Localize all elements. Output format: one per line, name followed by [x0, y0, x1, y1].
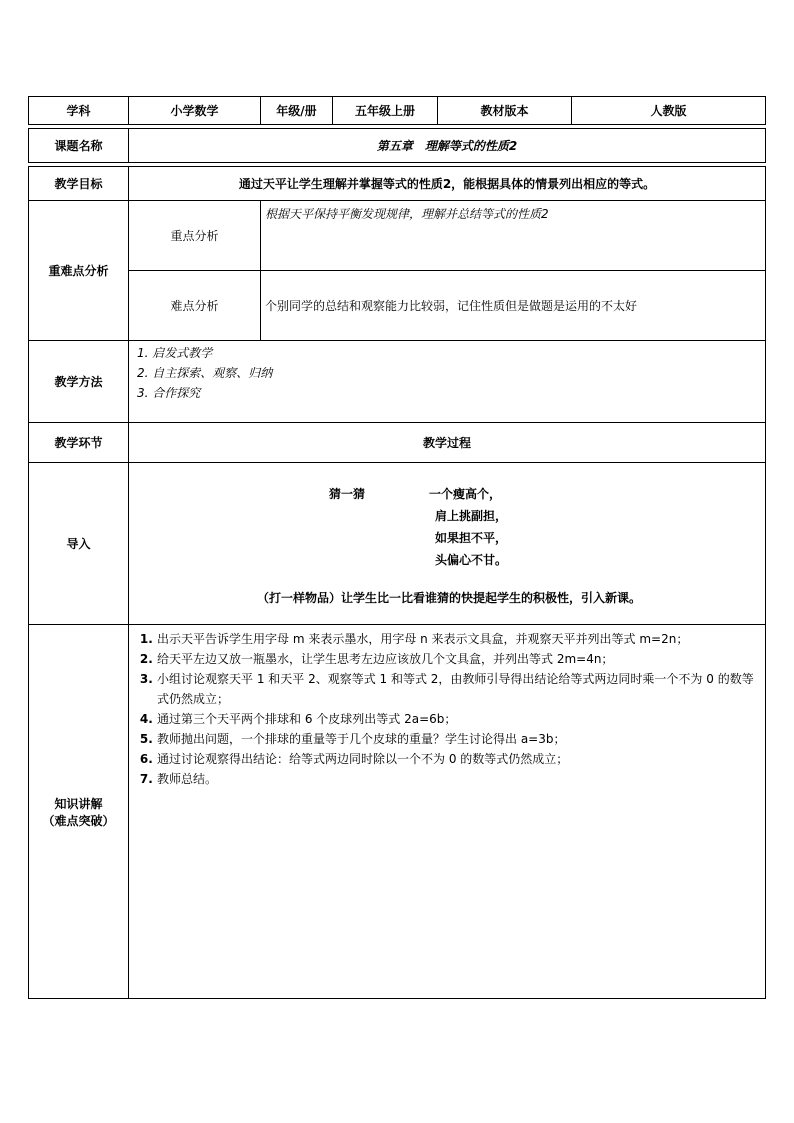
knowledge-item-text: 给天平左边又放一瓶墨水，让学生思考左边应该放几个文具盒，并列出等式 2m=4n；: [157, 652, 614, 666]
knowledge-row: [29, 625, 766, 999]
method-item: 2. 自主探索、观察、归纳: [137, 366, 273, 380]
knowledge-label-line1: 知识讲解: [54, 796, 103, 811]
knowledge-item: [157, 749, 761, 769]
knowledge-item: [157, 709, 761, 729]
riddle-line: 肩上挑副担，: [435, 509, 508, 523]
key-analysis-row: [29, 201, 766, 271]
methods-row: [29, 341, 766, 423]
grade-value: 五年级上册: [333, 97, 438, 125]
process-stage-label: 教学环节: [29, 423, 129, 463]
textbook-value: 人教版: [572, 97, 766, 125]
knowledge-item: [157, 769, 761, 789]
difficult-analysis-label: 难点分析: [129, 271, 261, 341]
lesson-title-row: [29, 129, 766, 163]
riddle-line: 一个瘦高个，: [429, 487, 502, 501]
riddle-title: 猜一猜: [329, 487, 366, 501]
knowledge-item: [157, 729, 761, 749]
analysis-label: 重难点分析: [29, 201, 129, 341]
methods-list: [129, 341, 766, 423]
intro-row: [29, 463, 766, 625]
knowledge-item-text: 通过第三个天平两个排球和 6 个皮球列出等式 2a=6b；: [157, 712, 457, 726]
knowledge-label-line2: （难点突破）: [42, 813, 115, 828]
intro-content: [129, 463, 766, 625]
knowledge-item-text: 教师抛出问题，一个排球的重量等于几个皮球的重量？学生讨论得出 a=3b；: [157, 732, 566, 746]
key-analysis-text: 根据天平保持平衡发现规律，理解并总结等式的性质2: [261, 201, 766, 271]
grade-label: 年级/册: [261, 97, 333, 125]
method-item: 3. 合作探究: [137, 386, 201, 400]
riddle-line: 头偏心不甘。: [435, 553, 508, 567]
knowledge-item-text: 出示天平告诉学生用字母 m 来表示墨水，用字母 n 来表示文具盒，并观察天平并列出等式 m=2n；: [157, 632, 689, 646]
objective-label: 教学目标: [29, 167, 129, 201]
method-item: 1. 启发式教学: [137, 346, 213, 360]
header-row: [29, 97, 766, 125]
process-header-row: [29, 423, 766, 463]
intro-label: 导入: [29, 463, 129, 625]
knowledge-list: [133, 629, 761, 789]
subject-value: 小学数学: [129, 97, 261, 125]
knowledge-item-text: 通过讨论观察得出结论：给等式两边同时除以一个不为 0 的数等式仍然成立；: [157, 752, 569, 766]
intro-note: （打一样物品）让学生比一比看谁猜的快提起学生的积极性，引入新课。: [257, 591, 642, 605]
knowledge-item-text: 教师总结。: [157, 772, 218, 786]
difficult-analysis-row: [29, 271, 766, 341]
process-label: 教学过程: [129, 423, 766, 463]
lesson-title-label: 课题名称: [29, 129, 129, 163]
knowledge-content: [129, 625, 766, 999]
knowledge-item-text: 小组讨论观察天平 1 和天平 2、观察等式 1 和等式 2，由教师引导得出结论给等式两边同时乘一个不为 0 的数等式仍然成立；: [157, 672, 754, 706]
knowledge-label: [29, 625, 129, 999]
key-analysis-label: 重点分析: [129, 201, 261, 271]
knowledge-item: [157, 629, 761, 649]
subject-label: 学科: [29, 97, 129, 125]
lesson-plan-table: [28, 96, 766, 999]
methods-label: 教学方法: [29, 341, 129, 423]
objective-text: 通过天平让学生理解并掌握等式的性质2，能根据具体的情景列出相应的等式。: [129, 167, 766, 201]
lesson-title-value: 第五章 理解等式的性质2: [129, 129, 766, 163]
objective-row: [29, 167, 766, 201]
knowledge-item: [157, 649, 761, 669]
difficult-analysis-text: 个别同学的总结和观察能力比较弱，记住性质但是做题是运用的不太好: [261, 271, 766, 341]
knowledge-item: [157, 669, 761, 709]
riddle-line: 如果担不平，: [435, 531, 508, 545]
textbook-label: 教材版本: [438, 97, 572, 125]
